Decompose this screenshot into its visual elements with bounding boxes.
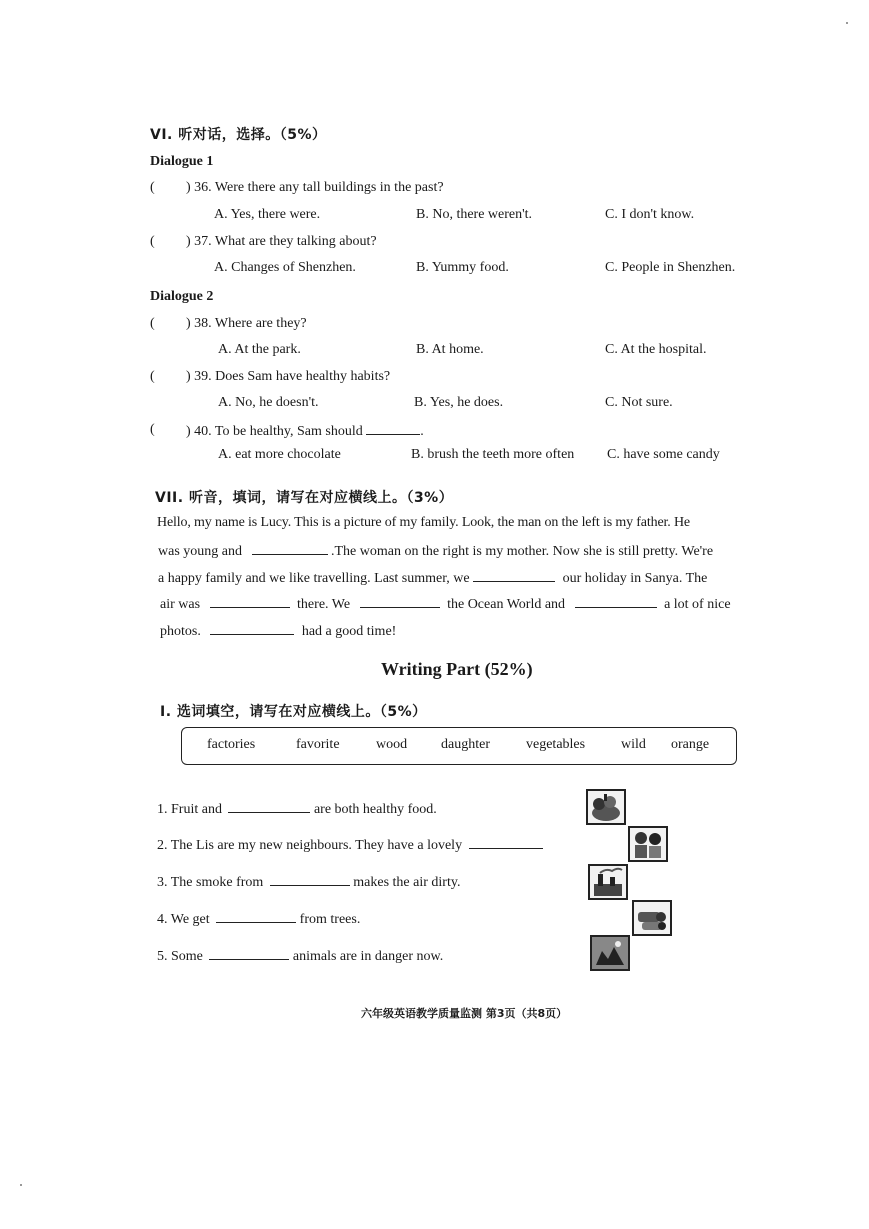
passage-text: our holiday in Sanya. The bbox=[562, 571, 708, 586]
fill-blank[interactable] bbox=[209, 947, 289, 960]
fill-item-1 bbox=[157, 800, 437, 818]
option-a: A. Yes, there were. bbox=[214, 207, 321, 222]
vegetables-picture-icon bbox=[586, 789, 626, 825]
dialogue-1-label: Dialogue 1 bbox=[150, 154, 214, 169]
option-c: C. People in Shenzhen. bbox=[605, 260, 736, 275]
wild-animals-picture-icon bbox=[590, 935, 630, 971]
item-text: animals are in danger now. bbox=[292, 949, 444, 964]
word-bank-word: daughter bbox=[441, 737, 490, 752]
word-bank-word: wood bbox=[376, 737, 408, 752]
dialogue-2-label: Dialogue 2 bbox=[150, 289, 214, 304]
passage-line-3 bbox=[158, 569, 707, 587]
fill-item-5 bbox=[157, 947, 443, 965]
passage-text: a lot of nice bbox=[664, 597, 731, 612]
question-40-text: ) 40. To be healthy, Sam should bbox=[186, 424, 363, 439]
fill-blank[interactable] bbox=[252, 542, 328, 555]
fill-blank[interactable] bbox=[210, 595, 290, 608]
item-text: makes the air dirty. bbox=[353, 875, 461, 890]
wood-logs-picture-icon bbox=[632, 900, 672, 936]
section-7-title: VII. 听音，填词，请写在对应横线上。（3%） bbox=[155, 490, 454, 506]
item-text: 1. Fruit and bbox=[157, 802, 222, 817]
fill-blank[interactable] bbox=[216, 910, 296, 923]
option-c: C. have some candy bbox=[607, 447, 720, 462]
section-6-title: VI. 听对话，选择。（5%） bbox=[150, 127, 327, 143]
fill-blank[interactable] bbox=[473, 569, 555, 582]
item-text: 4. We get bbox=[157, 912, 210, 927]
fill-item-2 bbox=[157, 836, 543, 854]
word-bank-word: factories bbox=[207, 737, 256, 752]
page-footer: 六年级英语教学质量监测 第3页（共8页） bbox=[361, 1007, 568, 1020]
fill-item-3 bbox=[157, 873, 460, 891]
passage-line-2 bbox=[158, 542, 713, 560]
item-text: from trees. bbox=[299, 912, 361, 927]
item-text: 3. The smoke from bbox=[157, 875, 264, 890]
option-b: B. No, there weren't. bbox=[416, 207, 533, 222]
item-text: 2. The Lis are my new neighbours. They have a lovely bbox=[157, 838, 463, 853]
item-text: 5. Some bbox=[157, 949, 203, 964]
option-b: B. Yummy food. bbox=[416, 260, 509, 275]
passage-text: photos. bbox=[160, 624, 201, 639]
passage-line-1: Hello, my name is Lucy. This is a picture of my family. Look, the man on the left is my father. He bbox=[157, 515, 690, 530]
passage-text: a happy family and we like travelling. Last summer, we bbox=[158, 571, 470, 586]
option-a: A. Changes of Shenzhen. bbox=[214, 260, 356, 275]
option-b: B. At home. bbox=[416, 342, 484, 357]
writing-part-1-title: I. 选词填空，请写在对应横线上。（5%） bbox=[160, 704, 427, 720]
word-bank-word: wild bbox=[621, 737, 646, 752]
answer-paren: ( bbox=[150, 180, 155, 195]
option-b: B. Yes, he does. bbox=[414, 395, 504, 410]
fill-blank[interactable] bbox=[469, 836, 543, 849]
question-39: ) 39. Does Sam have healthy habits? bbox=[186, 369, 391, 384]
writing-part-heading: Writing Part (52%) bbox=[381, 659, 533, 679]
fill-blank[interactable] bbox=[210, 622, 294, 635]
passage-text: was young and bbox=[158, 544, 242, 559]
option-b: B. brush the teeth more often bbox=[411, 447, 575, 462]
fill-blank[interactable] bbox=[270, 873, 350, 886]
passage-text: air was bbox=[160, 597, 201, 612]
passage-text: had a good time! bbox=[301, 624, 397, 639]
option-c: C. At the hospital. bbox=[605, 342, 707, 357]
passage-text: .The woman on the right is my mother. Now she is still pretty. We're bbox=[331, 544, 714, 559]
answer-paren: ( bbox=[150, 316, 155, 331]
question-40-period: . bbox=[420, 424, 424, 439]
question-40 bbox=[186, 422, 424, 440]
family-daughter-picture-icon bbox=[628, 826, 668, 862]
fill-item-4 bbox=[157, 910, 360, 928]
question-37: ) 37. What are they talking about? bbox=[186, 234, 377, 249]
answer-paren: ( bbox=[150, 422, 155, 437]
option-c: C. I don't know. bbox=[605, 207, 695, 222]
question-36: ) 36. Were there any tall buildings in the past? bbox=[186, 180, 444, 195]
word-bank-word: favorite bbox=[296, 737, 340, 752]
option-a: A. eat more chocolate bbox=[218, 447, 341, 462]
option-a: A. No, he doesn't. bbox=[218, 395, 319, 410]
factory-smoke-picture-icon bbox=[588, 864, 628, 900]
option-a: A. At the park. bbox=[218, 342, 301, 357]
passage-text: the Ocean World and bbox=[447, 597, 566, 612]
fill-blank[interactable] bbox=[228, 800, 310, 813]
answer-blank[interactable] bbox=[366, 422, 420, 435]
item-text: are both healthy food. bbox=[313, 802, 437, 817]
option-c: C. Not sure. bbox=[605, 395, 673, 410]
word-bank-word: orange bbox=[671, 737, 710, 752]
answer-paren: ( bbox=[150, 234, 155, 249]
word-bank-word: vegetables bbox=[526, 737, 586, 752]
fill-blank[interactable] bbox=[575, 595, 657, 608]
fill-blank[interactable] bbox=[360, 595, 440, 608]
question-38: ) 38. Where are they? bbox=[186, 316, 307, 331]
passage-line-4 bbox=[160, 595, 731, 613]
passage-line-5 bbox=[160, 622, 396, 640]
answer-paren: ( bbox=[150, 369, 155, 384]
passage-text: there. We bbox=[297, 597, 351, 612]
